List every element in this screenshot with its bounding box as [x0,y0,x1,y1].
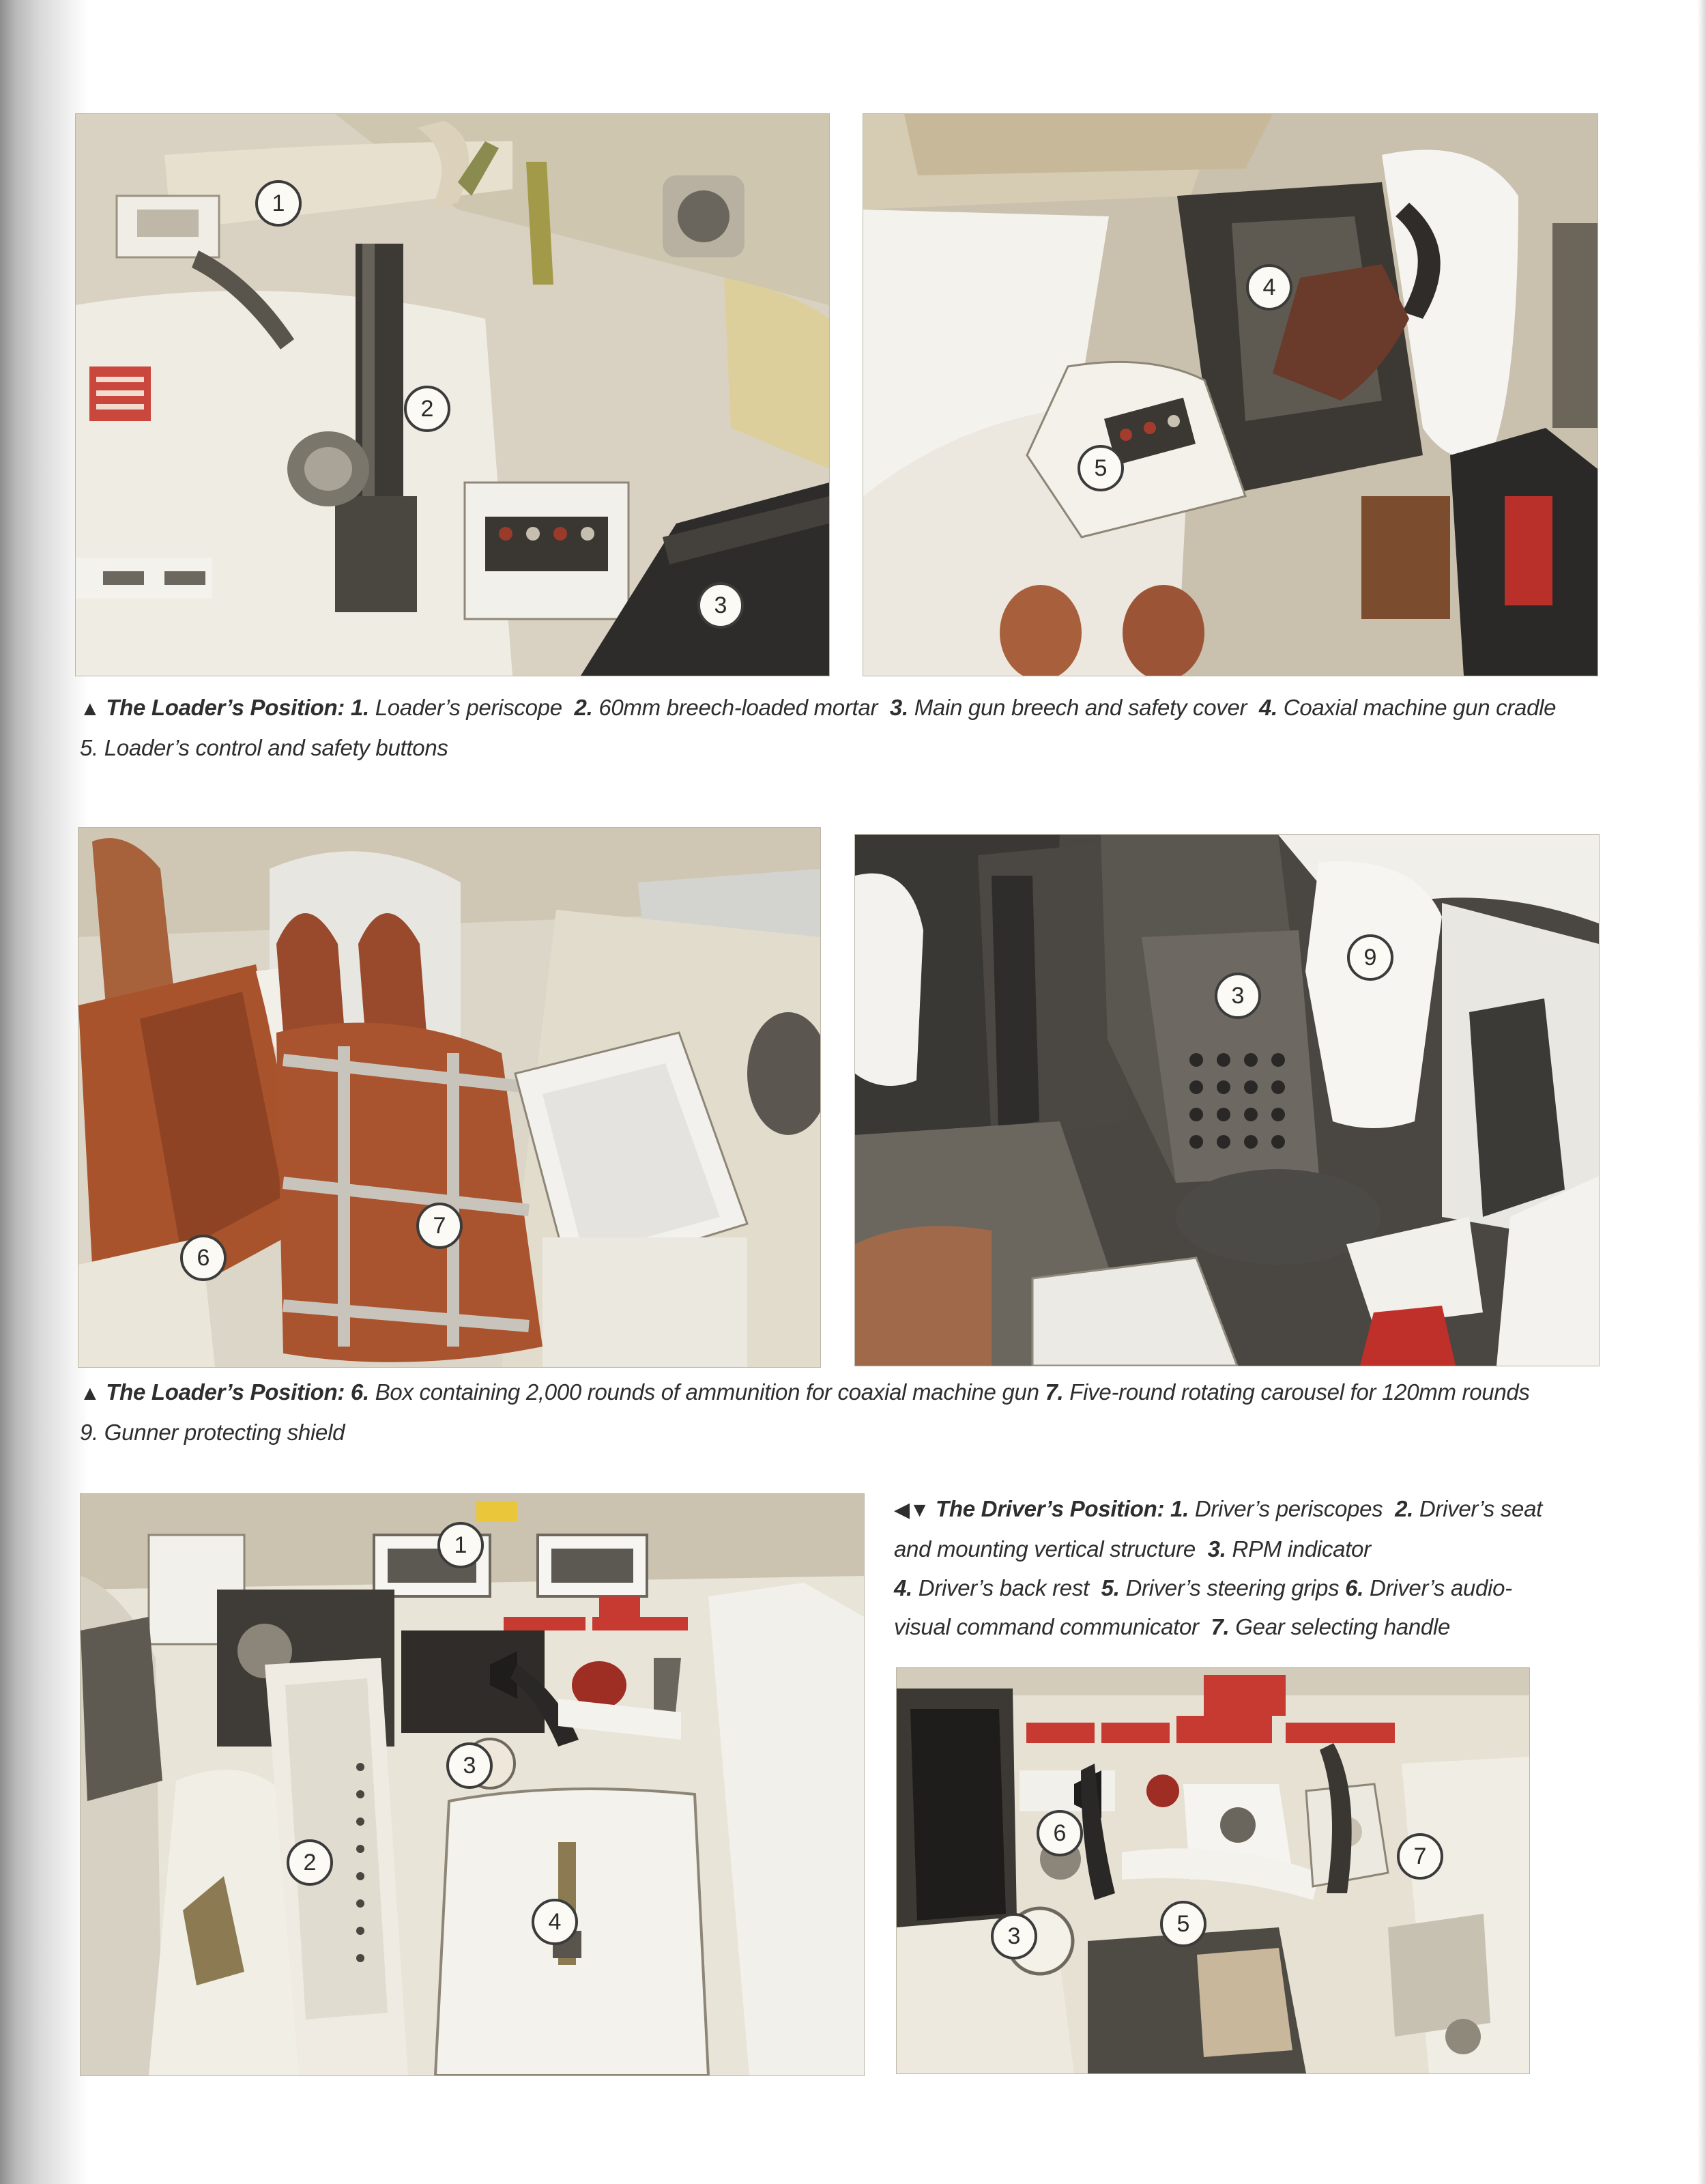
caption-item-text: Loader’s periscope [375,695,562,720]
loader-photo-3 [78,827,821,1368]
loader-photo-2 [863,113,1598,676]
caption-item-text: 60mm breech-loaded mortar [598,695,878,720]
caption-item-text: RPM indicator [1232,1536,1371,1562]
loader-photo-4 [854,834,1600,1366]
caption-item-text: Driver’s periscopes [1194,1496,1383,1521]
caption-item-number: 4. [1259,695,1277,720]
loader-photo-3-illustration [78,828,820,1367]
caption-item-number: 7. [1211,1614,1230,1639]
caption-item-text: Coaxial machine gun cradle [1283,695,1557,720]
callout-marker: 9 [1347,934,1393,981]
left-down-arrows-icon: ◀▼ [894,1499,930,1521]
driver-photo-1 [80,1493,865,2076]
callout-marker: 3 [446,1742,493,1789]
caption-item-number: 4. [894,1575,912,1600]
callout-marker: 2 [287,1839,333,1886]
loader-photo-1 [75,113,830,676]
callout-marker: 1 [255,180,302,227]
caption-heading: The Driver’s Position: [936,1496,1165,1521]
caption-driver-position [894,1489,1556,1646]
caption-item-text: Main gun breech and safety cover [914,695,1247,720]
callout-marker: 6 [1037,1810,1083,1856]
caption-item-text: Gear selecting handle [1235,1614,1451,1639]
callout-marker: 2 [404,386,450,432]
callout-marker: 5 [1160,1901,1206,1947]
driver-photo-2 [896,1667,1530,2074]
caption-item-number: 1. [1170,1496,1189,1521]
caption-item-number: 6. [1345,1575,1364,1600]
caption-item-text: Driver’s back rest [918,1575,1089,1600]
callout-marker: 1 [437,1522,484,1568]
caption-loader-position-a [80,688,1608,767]
caption-item-number: 5. [1101,1575,1120,1600]
caption-item-text: Driver’s seat and mounting vertical structure [894,1496,1542,1562]
up-triangle-icon: ▲ [80,698,100,720]
callout-marker: 5 [1078,445,1124,491]
callout-marker: 4 [532,1899,578,1945]
callout-marker: 3 [1215,973,1261,1019]
caption-item-number: 1. [350,695,369,720]
callout-marker: 7 [1397,1833,1443,1880]
caption-item-number: 9. [80,1420,98,1445]
caption-item-number: 5. [80,735,98,760]
caption-loader-position-b [80,1373,1622,1452]
caption-item-number: 3. [1207,1536,1226,1562]
caption-item-text: Loader’s control and safety buttons [104,735,448,760]
caption-item-text: Gunner protecting shield [104,1420,345,1445]
caption-item-text: Driver’s steering grips [1125,1575,1340,1600]
caption-item-number: 2. [1395,1496,1414,1521]
callout-marker: 3 [697,582,744,629]
callout-marker: 6 [180,1235,227,1281]
callout-marker: 4 [1246,264,1292,311]
caption-item-text: Five-round rotating carousel for 120mm rounds [1069,1379,1530,1405]
loader-photo-2-illustration [863,114,1597,676]
caption-item-text: Box containing 2,000 rounds of ammunition for coaxial machine gun [375,1379,1039,1405]
page-edge-shadow [1698,0,1706,2184]
caption-item-number: 7. [1045,1379,1064,1405]
caption-item-text: Driver’s audio-visual command communicator [894,1575,1512,1639]
caption-heading: The Loader’s Position: [106,1379,345,1405]
loader-photo-4-illustration [855,835,1599,1366]
caption-item-number: 6. [350,1379,369,1405]
caption-item-number: 3. [889,695,908,720]
callout-marker: 7 [416,1203,463,1249]
caption-item-number: 2. [574,695,593,720]
up-triangle-icon: ▲ [80,1382,100,1405]
caption-heading: The Loader’s Position: [106,695,345,720]
callout-marker: 3 [991,1913,1037,1959]
